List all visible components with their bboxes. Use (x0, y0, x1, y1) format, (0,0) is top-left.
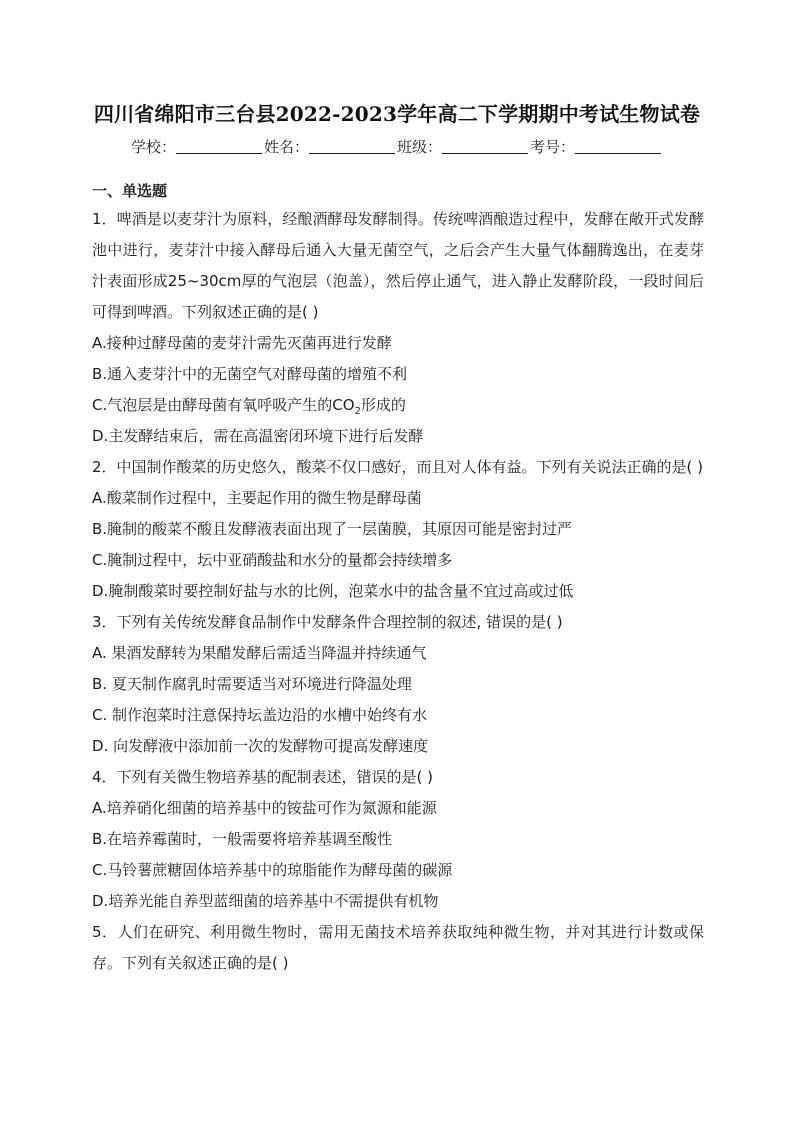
question-3-option-d: D. 向发酵液中添加前一次的发酵物可提高发酵速度 (92, 737, 429, 755)
question-1-option-d: D.主发酵结束后，需在高温密闭环境下进行后发酵 (92, 427, 424, 445)
name-field (264, 136, 397, 157)
question-2-option-b: B.腌制的酸菜不酸且发酵液表面出现了一层菌膜，其原因可能是密封过严 (92, 520, 573, 538)
class-blank[interactable] (442, 139, 528, 154)
question-1-option-c (92, 390, 704, 421)
question-2-option-c: C.腌制过程中，坛中亚硝酸盐和水分的量都会持续增多 (92, 551, 453, 569)
question-3-option-c: C. 制作泡菜时注意保持坛盖边沿的水槽中始终有水 (92, 706, 428, 724)
question-1-stem: 1．啤酒是以麦芽汁为原料，经酿酒酵母发酵制得。传统啤酒酿造过程中，发酵在敞开式发酵池中进行，麦芽汁中接入酵母后通入大量无菌空气，之后会产生大量气体翻腾逸出，在麦芽汁表面形成25~30cm厚的气泡层（泡盖），然后停止通气，进入静止发酵阶段，一段时间后可得到啤酒。下列叙述正确的是( ) (92, 210, 704, 321)
question-2-option-d: D.腌制酸菜时要控制好盐与水的比例，泡菜水中的盐含量不宜过高或过低 (92, 582, 574, 600)
school-blank[interactable] (176, 139, 262, 154)
exam-no-field (530, 136, 663, 157)
school-label: 学校： (130, 138, 176, 156)
question-content (92, 178, 704, 979)
student-info-line (0, 136, 794, 157)
name-label: 姓名： (263, 138, 309, 156)
question-2-option-a: A.酸菜制作过程中，主要起作用的微生物是酵母菌 (92, 489, 422, 507)
question-2-stem: 2．中国制作酸菜的历史悠久，酸菜不仅口感好，而且对人体有益。下列有关说法正确的是( ) (92, 458, 704, 476)
name-blank[interactable] (309, 139, 395, 154)
exam-no-label: 考号： (530, 138, 576, 156)
question-1-option-c-text-end: 形成的 (360, 396, 406, 414)
exam-no-blank[interactable] (575, 139, 661, 154)
class-label: 班级： (397, 138, 443, 156)
question-1-option-c-text: C.气泡层是由酵母菌有氧呼吸产生的CO (92, 396, 355, 414)
class-field (397, 136, 530, 157)
question-3-stem: 3．下列有关传统发酵食品制作中发酵条件合理控制的叙述, 错误的是( ) (92, 613, 563, 631)
question-4-stem: 4．下列有关微生物培养基的配制表述，错误的是( ) (92, 768, 434, 786)
section-heading: 一、单选题 (92, 182, 168, 200)
question-3-option-a: A. 果酒发酵转为果醋发酵后需适当降温并持续通气 (92, 644, 427, 662)
question-4-option-c: C.马铃薯蔗糖固体培养基中的琼脂能作为酵母菌的碳源 (92, 861, 453, 879)
school-field (131, 136, 264, 157)
question-1-option-a: A.接种过酵母菌的麦芽汁需先灭菌再进行发酵 (92, 334, 392, 352)
page-title: 四川省绵阳市三台县2022-2023学年高二下学期期中考试生物试卷 (93, 102, 701, 126)
question-4-option-a: A.培养硝化细菌的培养基中的铵盐可作为氮源和能源 (92, 799, 437, 817)
question-1-option-b: B.通入麦芽汁中的无菌空气对酵母菌的增殖不利 (92, 365, 408, 383)
question-1-option-c-subscript: 2 (354, 406, 361, 417)
question-4-option-d: D.培养光能自养型蓝细菌的培养基中不需提供有机物 (92, 892, 439, 910)
question-3-option-b: B. 夏天制作腐乳时需要适当对环境进行降温处理 (92, 675, 412, 693)
question-5-stem: 5．人们在研究、利用微生物时，需用无菌技术培养获取纯种微生物，并对其进行计数或保存。下列有关叙述正确的是( ) (92, 923, 704, 972)
question-4-option-b: B.在培养霉菌时，一般需要将培养基调至酸性 (92, 830, 393, 848)
